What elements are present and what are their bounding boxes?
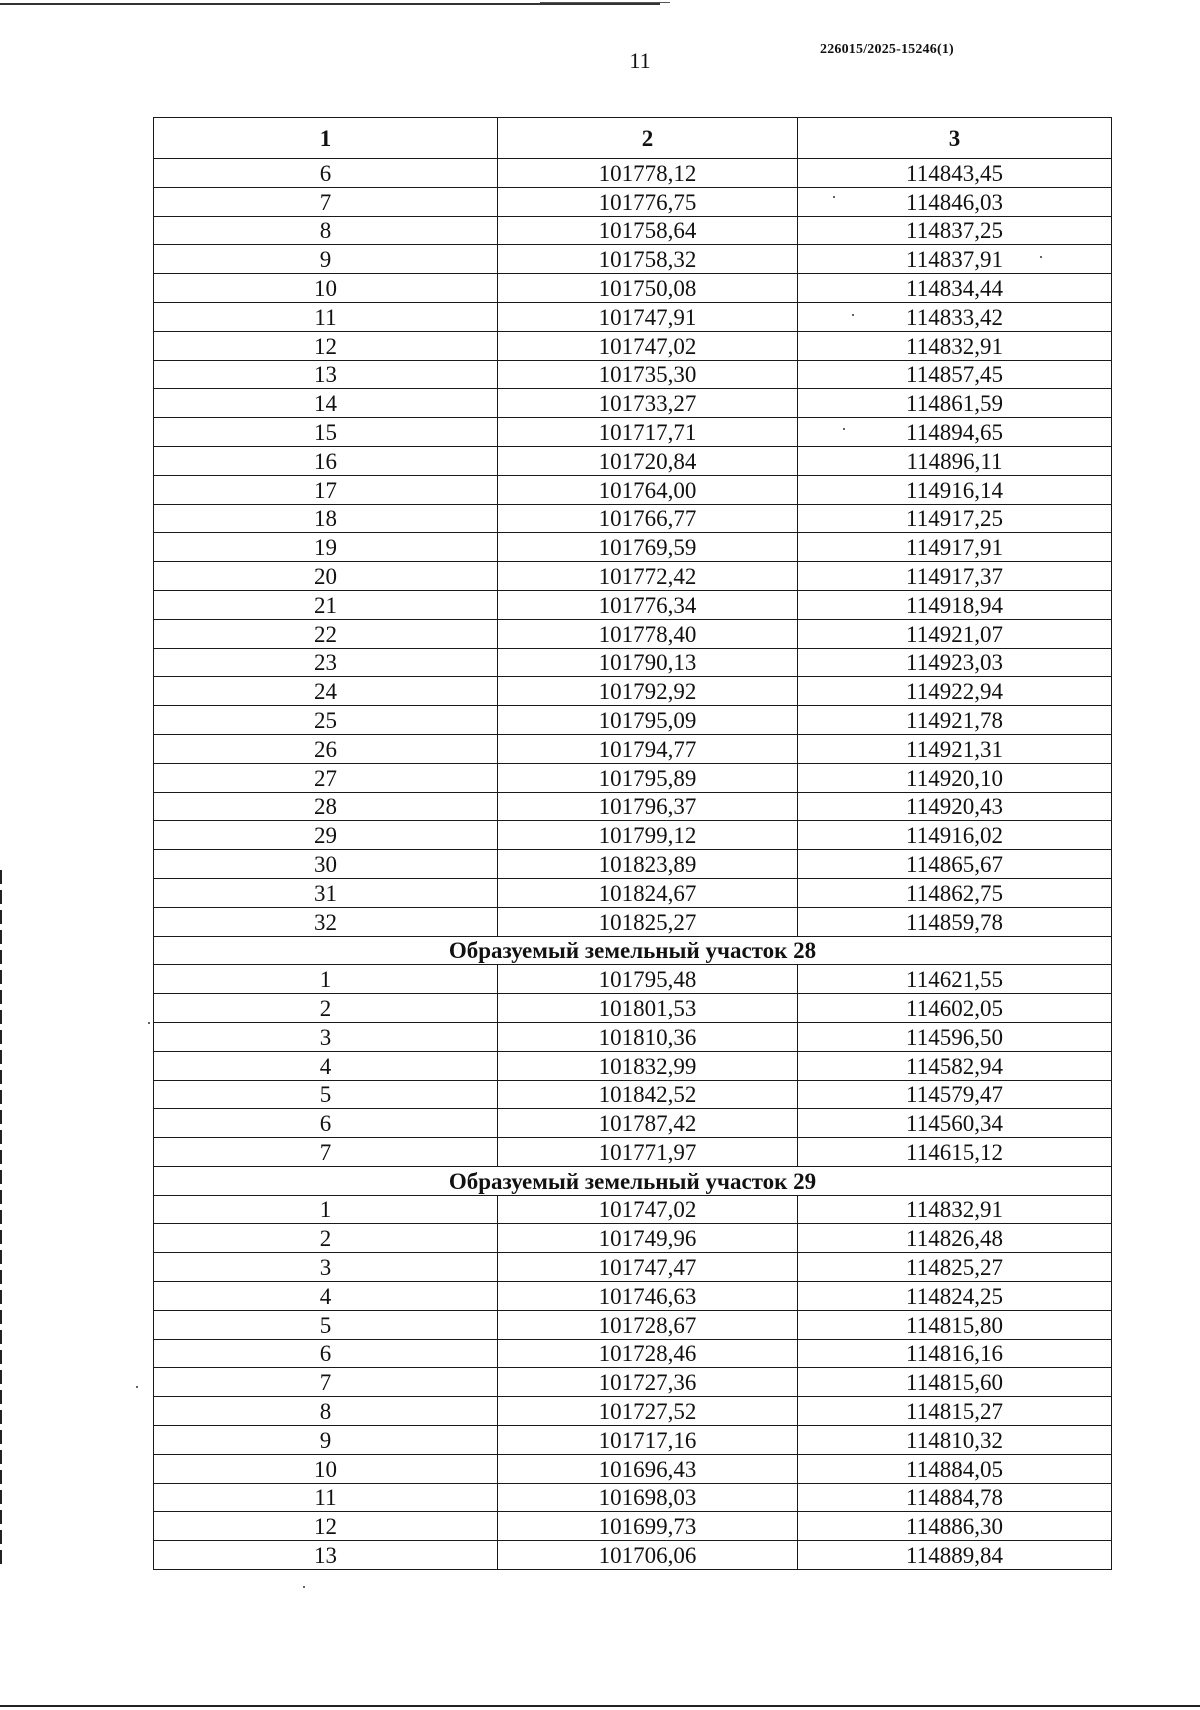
- table-row: [154, 1426, 1112, 1455]
- page-number: 11: [629, 48, 651, 73]
- table-row: [154, 274, 1112, 303]
- scan-speck: [852, 314, 854, 316]
- cell-x-coordinate: 101795,09: [498, 706, 798, 735]
- table-row: [154, 245, 1112, 274]
- cell-y-coordinate: 114815,80: [798, 1310, 1112, 1339]
- cell-y-coordinate: 114884,05: [798, 1454, 1112, 1483]
- section-title: Образуемый земельный участок 28: [154, 936, 1112, 965]
- cell-x-coordinate: 101766,77: [498, 504, 798, 533]
- cell-y-coordinate: 114843,45: [798, 159, 1112, 188]
- cell-y-coordinate: 114896,11: [798, 446, 1112, 475]
- table-row: [154, 907, 1112, 936]
- cell-point-number: 24: [154, 677, 498, 706]
- cell-y-coordinate: 114862,75: [798, 878, 1112, 907]
- cell-x-coordinate: 101795,89: [498, 763, 798, 792]
- table-row: [154, 965, 1112, 994]
- cell-y-coordinate: 114582,94: [798, 1051, 1112, 1080]
- cell-x-coordinate: 101717,16: [498, 1426, 798, 1455]
- table-section-row: [154, 936, 1112, 965]
- table-row: [154, 850, 1112, 879]
- table-row: [154, 187, 1112, 216]
- table-row: [154, 878, 1112, 907]
- cell-x-coordinate: 101771,97: [498, 1138, 798, 1167]
- cell-y-coordinate: 114917,37: [798, 562, 1112, 591]
- cell-y-coordinate: 114815,60: [798, 1368, 1112, 1397]
- cell-y-coordinate: 114921,07: [798, 619, 1112, 648]
- table-row: [154, 619, 1112, 648]
- cell-y-coordinate: 114596,50: [798, 1022, 1112, 1051]
- scan-speck: [833, 196, 835, 198]
- table-row: [154, 1195, 1112, 1224]
- table-row: [154, 1541, 1112, 1570]
- table-body: [154, 159, 1112, 1570]
- table-row: [154, 1368, 1112, 1397]
- cell-point-number: 3: [154, 1253, 498, 1282]
- cell-x-coordinate: 101727,36: [498, 1368, 798, 1397]
- cell-y-coordinate: 114832,91: [798, 331, 1112, 360]
- cell-point-number: 7: [154, 1138, 498, 1167]
- cell-y-coordinate: 114846,03: [798, 187, 1112, 216]
- cell-point-number: 6: [154, 1109, 498, 1138]
- cell-point-number: 10: [154, 1454, 498, 1483]
- cell-x-coordinate: 101776,75: [498, 187, 798, 216]
- cell-point-number: 22: [154, 619, 498, 648]
- cell-x-coordinate: 101832,99: [498, 1051, 798, 1080]
- table-row: [154, 446, 1112, 475]
- scan-speck: [303, 1586, 305, 1588]
- cell-x-coordinate: 101764,00: [498, 475, 798, 504]
- cell-x-coordinate: 101795,48: [498, 965, 798, 994]
- cell-x-coordinate: 101706,06: [498, 1541, 798, 1570]
- cell-y-coordinate: 114921,31: [798, 734, 1112, 763]
- cell-y-coordinate: 114918,94: [798, 590, 1112, 619]
- cell-y-coordinate: 114916,14: [798, 475, 1112, 504]
- cell-y-coordinate: 114833,42: [798, 302, 1112, 331]
- cell-point-number: 1: [154, 1195, 498, 1224]
- cell-x-coordinate: 101749,96: [498, 1224, 798, 1253]
- column-header-point-number: 1: [154, 118, 498, 159]
- table-row: [154, 821, 1112, 850]
- scan-speck: [136, 1386, 138, 1388]
- table-row: [154, 1454, 1112, 1483]
- cell-y-coordinate: 114832,91: [798, 1195, 1112, 1224]
- cell-x-coordinate: 101727,52: [498, 1397, 798, 1426]
- scan-artifact-top-line-secondary: [540, 2, 670, 3]
- cell-y-coordinate: 114884,78: [798, 1483, 1112, 1512]
- cell-y-coordinate: 114894,65: [798, 418, 1112, 447]
- cell-y-coordinate: 114857,45: [798, 360, 1112, 389]
- table-row: [154, 1109, 1112, 1138]
- table-row: [154, 360, 1112, 389]
- cell-x-coordinate: 101792,92: [498, 677, 798, 706]
- cell-point-number: 8: [154, 216, 498, 245]
- cell-x-coordinate: 101747,47: [498, 1253, 798, 1282]
- cell-point-number: 7: [154, 187, 498, 216]
- cell-point-number: 25: [154, 706, 498, 735]
- document-registration-code: 226015/2025-15246(1): [820, 42, 954, 57]
- table-row: [154, 1138, 1112, 1167]
- cell-x-coordinate: 101799,12: [498, 821, 798, 850]
- cell-x-coordinate: 101769,59: [498, 533, 798, 562]
- cell-y-coordinate: 114834,44: [798, 274, 1112, 303]
- table-row: [154, 1512, 1112, 1541]
- cell-point-number: 20: [154, 562, 498, 591]
- cell-point-number: 32: [154, 907, 498, 936]
- cell-y-coordinate: 114816,16: [798, 1339, 1112, 1368]
- cell-point-number: 9: [154, 1426, 498, 1455]
- table-row: [154, 302, 1112, 331]
- cell-y-coordinate: 114865,67: [798, 850, 1112, 879]
- table-row: [154, 159, 1112, 188]
- cell-y-coordinate: 114889,84: [798, 1541, 1112, 1570]
- cell-point-number: 5: [154, 1310, 498, 1339]
- cell-x-coordinate: 101778,12: [498, 159, 798, 188]
- scan-speck: [843, 428, 845, 430]
- cell-point-number: 18: [154, 504, 498, 533]
- cell-point-number: 5: [154, 1080, 498, 1109]
- table-row: [154, 1224, 1112, 1253]
- column-header-x: 2: [498, 118, 798, 159]
- table-row: [154, 418, 1112, 447]
- cell-x-coordinate: 101699,73: [498, 1512, 798, 1541]
- cell-y-coordinate: 114861,59: [798, 389, 1112, 418]
- cell-y-coordinate: 114810,32: [798, 1426, 1112, 1455]
- cell-y-coordinate: 114824,25: [798, 1282, 1112, 1311]
- cell-x-coordinate: 101796,37: [498, 792, 798, 821]
- cell-point-number: 1: [154, 965, 498, 994]
- cell-point-number: 12: [154, 331, 498, 360]
- cell-point-number: 26: [154, 734, 498, 763]
- table-row: [154, 331, 1112, 360]
- cell-point-number: 23: [154, 648, 498, 677]
- cell-y-coordinate: 114923,03: [798, 648, 1112, 677]
- scan-artifact-left-edge: [0, 870, 2, 1570]
- cell-y-coordinate: 114579,47: [798, 1080, 1112, 1109]
- table-section-row: [154, 1166, 1112, 1195]
- cell-x-coordinate: 101825,27: [498, 907, 798, 936]
- cell-y-coordinate: 114886,30: [798, 1512, 1112, 1541]
- cell-y-coordinate: 114621,55: [798, 965, 1112, 994]
- cell-y-coordinate: 114837,91: [798, 245, 1112, 274]
- cell-y-coordinate: 114916,02: [798, 821, 1112, 850]
- cell-y-coordinate: 114837,25: [798, 216, 1112, 245]
- cell-y-coordinate: 114859,78: [798, 907, 1112, 936]
- coordinates-table-container: [153, 117, 1111, 1570]
- cell-point-number: 13: [154, 1541, 498, 1570]
- cell-x-coordinate: 101728,46: [498, 1339, 798, 1368]
- cell-y-coordinate: 114920,43: [798, 792, 1112, 821]
- table-row: [154, 562, 1112, 591]
- table-header-row: [154, 118, 1112, 159]
- column-header-y: 3: [798, 118, 1112, 159]
- scan-artifact-top-line: [0, 3, 660, 5]
- cell-point-number: 31: [154, 878, 498, 907]
- cell-x-coordinate: 101735,30: [498, 360, 798, 389]
- table-row: [154, 216, 1112, 245]
- table-row: [154, 1483, 1112, 1512]
- table-row: [154, 1253, 1112, 1282]
- table-row: [154, 734, 1112, 763]
- cell-point-number: 14: [154, 389, 498, 418]
- cell-y-coordinate: 114826,48: [798, 1224, 1112, 1253]
- cell-x-coordinate: 101778,40: [498, 619, 798, 648]
- cell-x-coordinate: 101746,63: [498, 1282, 798, 1311]
- cell-x-coordinate: 101823,89: [498, 850, 798, 879]
- cell-x-coordinate: 101720,84: [498, 446, 798, 475]
- cell-point-number: 17: [154, 475, 498, 504]
- cell-point-number: 11: [154, 1483, 498, 1512]
- scan-speck: [1040, 256, 1042, 258]
- table-row: [154, 706, 1112, 735]
- cell-y-coordinate: 114815,27: [798, 1397, 1112, 1426]
- table-row: [154, 1022, 1112, 1051]
- cell-point-number: 2: [154, 1224, 498, 1253]
- table-row: [154, 389, 1112, 418]
- table-row: [154, 763, 1112, 792]
- table-row: [154, 648, 1112, 677]
- cell-x-coordinate: 101801,53: [498, 994, 798, 1023]
- cell-point-number: 6: [154, 1339, 498, 1368]
- cell-point-number: 15: [154, 418, 498, 447]
- cell-point-number: 27: [154, 763, 498, 792]
- cell-point-number: 3: [154, 1022, 498, 1051]
- cell-x-coordinate: 101794,77: [498, 734, 798, 763]
- cell-x-coordinate: 101747,02: [498, 331, 798, 360]
- table-row: [154, 1397, 1112, 1426]
- cell-point-number: 21: [154, 590, 498, 619]
- table-row: [154, 590, 1112, 619]
- cell-x-coordinate: 101842,52: [498, 1080, 798, 1109]
- cell-x-coordinate: 101776,34: [498, 590, 798, 619]
- cell-point-number: 28: [154, 792, 498, 821]
- cell-x-coordinate: 101790,13: [498, 648, 798, 677]
- scan-speck: [148, 1022, 150, 1024]
- cell-x-coordinate: 101728,67: [498, 1310, 798, 1339]
- cell-x-coordinate: 101698,03: [498, 1483, 798, 1512]
- cell-x-coordinate: 101696,43: [498, 1454, 798, 1483]
- cell-point-number: 11: [154, 302, 498, 331]
- table-row: [154, 792, 1112, 821]
- cell-point-number: 2: [154, 994, 498, 1023]
- cell-y-coordinate: 114615,12: [798, 1138, 1112, 1167]
- cell-x-coordinate: 101733,27: [498, 389, 798, 418]
- coordinates-table: [153, 117, 1112, 1570]
- cell-point-number: 16: [154, 446, 498, 475]
- cell-y-coordinate: 114602,05: [798, 994, 1112, 1023]
- cell-point-number: 10: [154, 274, 498, 303]
- cell-x-coordinate: 101717,71: [498, 418, 798, 447]
- cell-point-number: 30: [154, 850, 498, 879]
- cell-point-number: 29: [154, 821, 498, 850]
- table-row: [154, 1080, 1112, 1109]
- table-row: [154, 1339, 1112, 1368]
- cell-x-coordinate: 101747,91: [498, 302, 798, 331]
- cell-x-coordinate: 101758,32: [498, 245, 798, 274]
- cell-x-coordinate: 101750,08: [498, 274, 798, 303]
- cell-x-coordinate: 101810,36: [498, 1022, 798, 1051]
- cell-y-coordinate: 114920,10: [798, 763, 1112, 792]
- cell-x-coordinate: 101747,02: [498, 1195, 798, 1224]
- cell-y-coordinate: 114922,94: [798, 677, 1112, 706]
- table-row: [154, 677, 1112, 706]
- table-row: [154, 504, 1112, 533]
- cell-y-coordinate: 114917,91: [798, 533, 1112, 562]
- cell-point-number: 19: [154, 533, 498, 562]
- cell-point-number: 13: [154, 360, 498, 389]
- cell-x-coordinate: 101824,67: [498, 878, 798, 907]
- cell-y-coordinate: 114825,27: [798, 1253, 1112, 1282]
- table-row: [154, 1282, 1112, 1311]
- cell-point-number: 7: [154, 1368, 498, 1397]
- cell-x-coordinate: 101758,64: [498, 216, 798, 245]
- cell-point-number: 9: [154, 245, 498, 274]
- cell-y-coordinate: 114921,78: [798, 706, 1112, 735]
- table-row: [154, 1051, 1112, 1080]
- cell-point-number: 4: [154, 1051, 498, 1080]
- cell-point-number: 8: [154, 1397, 498, 1426]
- scan-artifact-bottom-line: [0, 1705, 1200, 1707]
- section-title: Образуемый земельный участок 29: [154, 1166, 1112, 1195]
- table-row: [154, 994, 1112, 1023]
- cell-point-number: 6: [154, 159, 498, 188]
- cell-x-coordinate: 101787,42: [498, 1109, 798, 1138]
- cell-x-coordinate: 101772,42: [498, 562, 798, 591]
- cell-point-number: 4: [154, 1282, 498, 1311]
- table-row: [154, 1310, 1112, 1339]
- cell-y-coordinate: 114560,34: [798, 1109, 1112, 1138]
- cell-point-number: 12: [154, 1512, 498, 1541]
- table-row: [154, 475, 1112, 504]
- cell-y-coordinate: 114917,25: [798, 504, 1112, 533]
- table-row: [154, 533, 1112, 562]
